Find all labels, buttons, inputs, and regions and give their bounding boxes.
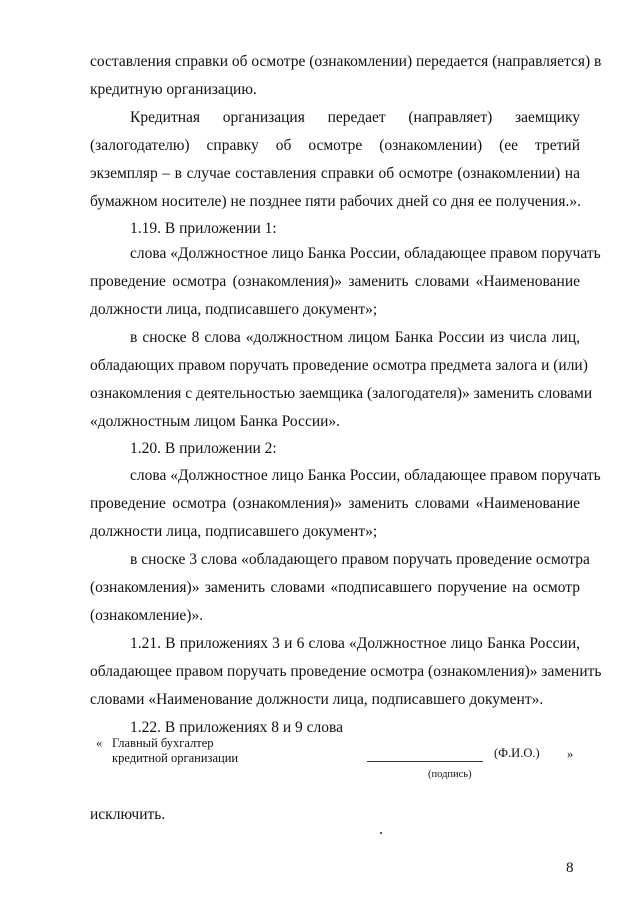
text-line: должности лица, подписавшего документ»;	[90, 301, 378, 318]
text-line: проведение осмотра (ознакомления)» заменить словами «Наименование	[90, 495, 580, 512]
closing-text: исключить.	[90, 806, 166, 823]
signature-line	[367, 761, 483, 762]
text-line: ознакомления с деятельностью заемщика (залогодателя)» заменить словами	[90, 385, 593, 402]
text-line: (ознакомление)».	[90, 607, 204, 624]
text-line: Кредитная организация передает (направляет) заемщику	[130, 109, 580, 126]
text-line: (ознакомления)» заменить словами «подписавшего поручение на осмотр	[90, 579, 580, 596]
signature-title-line1: Главный бухгалтер	[112, 736, 214, 750]
text-line: должности лица, подписавшего документ»;	[90, 523, 378, 540]
fio-label: (Ф.И.О.)	[494, 746, 540, 760]
text-line: обладающее правом поручать проведение осмотра (ознакомления)» заменить	[90, 663, 602, 680]
signature-caption: (подпись)	[428, 769, 472, 780]
text-line: бумажном носителе) не позднее пяти рабочих дней со дня ее получения.».	[90, 193, 581, 210]
text-line: словами «Наименование должности лица, подписавшего документ».	[90, 691, 544, 708]
section-heading: 1.22. В приложениях 8 и 9 слова	[130, 719, 344, 736]
signature-title-line2: кредитной организации	[112, 751, 239, 765]
close-quote: »	[567, 747, 574, 761]
text-line: (залогодателю) справку об осмотре (ознакомлении) (ее третий	[90, 137, 580, 154]
text-line: обладающих правом поручать проведение осмотра предмета залога и (или)	[90, 357, 588, 374]
stray-mark	[380, 832, 382, 834]
text-line: в сноске 3 слова «обладающего правом поручать проведение осмотра	[130, 551, 590, 568]
section-heading: 1.20. В приложении 2:	[130, 440, 277, 457]
text-line: слова «Должностное лицо Банка России, обладающее правом поручать	[130, 467, 601, 484]
text-line: в сноске 8 слова «должностном лицом Банка России из числа лиц,	[130, 329, 580, 346]
page-number: 8	[566, 860, 574, 876]
open-quote: «	[96, 736, 103, 750]
text-line: экземпляр – в случае составления справки об осмотре (ознакомлении) на	[90, 165, 580, 182]
text-line: кредитную организацию.	[90, 81, 257, 98]
text-line: проведение осмотра (ознакомления)» заменить словами «Наименование	[90, 273, 580, 290]
section-heading: 1.19. В приложении 1:	[130, 220, 277, 237]
text-line: 1.21. В приложениях 3 и 6 слова «Должностное лицо Банка России,	[130, 635, 580, 652]
text-line: слова «Должностное лицо Банка России, обладающее правом поручать	[130, 245, 601, 262]
text-line: «должностным лицом Банка России».	[90, 413, 341, 430]
text-line: составления справки об осмотре (ознакомлении) передается (направляется) в	[90, 53, 602, 70]
